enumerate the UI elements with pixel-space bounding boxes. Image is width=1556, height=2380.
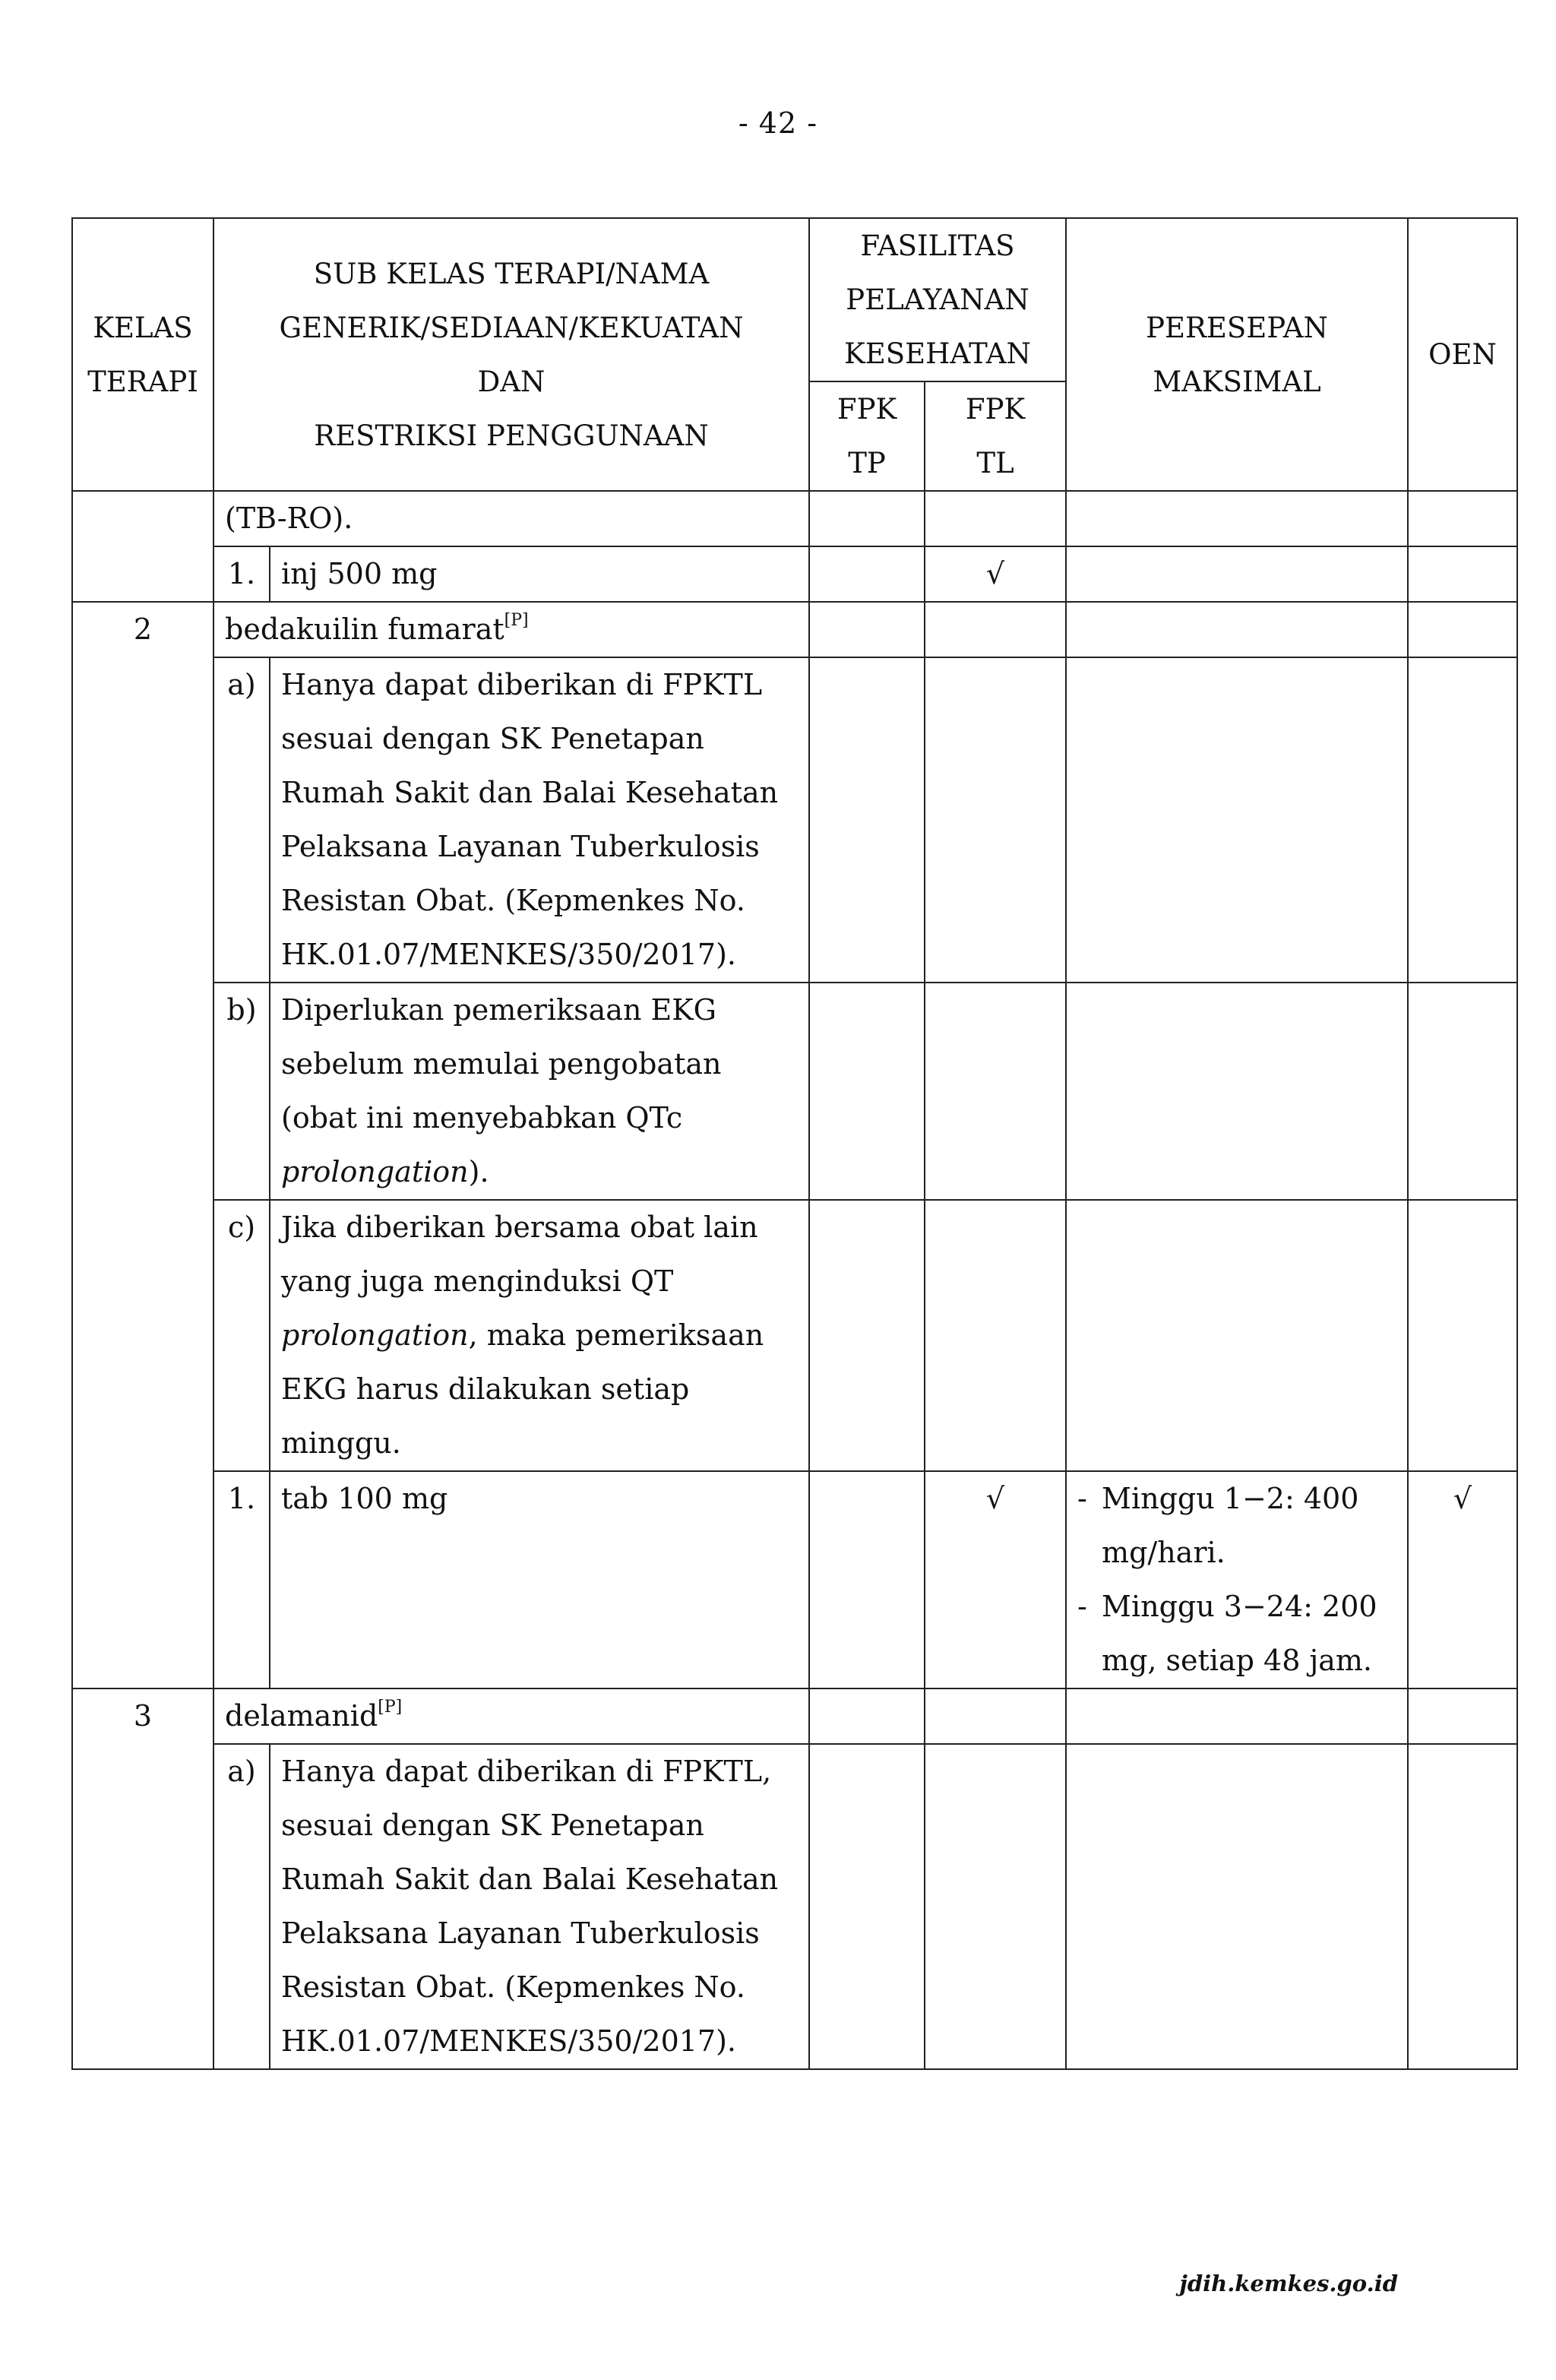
table-row xyxy=(72,983,1517,1200)
oen-check: √ xyxy=(1408,1471,1517,1688)
table-row xyxy=(72,1688,1517,1744)
kelas-cell xyxy=(72,491,213,602)
restriction-label: a) xyxy=(213,657,270,983)
generic-name: bedakuilin fumarat[P] xyxy=(213,602,809,657)
restriction-text: Hanya dapat diberikan di FPKTL, sesuai dengan SK Penetapan Rumah Sakit dan Balai Kesehatan Pelaksana Layanan Tuberkulosis Resistan Obat. (Kepmenkes No. HK.01.07/MENKES/350/2017). xyxy=(270,1744,809,2069)
table-row xyxy=(72,1471,1517,1688)
fpktl-check: √ xyxy=(925,546,1066,602)
header-kelas-terapi: KELAS TERAPI xyxy=(72,218,213,491)
restriction-continuation: (TB-RO). xyxy=(213,491,809,546)
restriction-label: b) xyxy=(213,983,270,1200)
header-sub-kelas: SUB KELAS TERAPI/NAMA GENERIK/SEDIAAN/KEKUATAN DAN RESTRIKSI PENGGUNAAN xyxy=(213,218,809,491)
item-number: 1. xyxy=(213,546,270,602)
restriction-text: Hanya dapat diberikan di FPKTL sesuai dengan SK Penetapan Rumah Sakit dan Balai Kesehatan Pelaksana Layanan Tuberkulosis Resistan Obat. (Kepmenkes No. HK.01.07/MENKES/350/2017). xyxy=(270,657,809,983)
header-peresepan: PERESEPAN MAKSIMAL xyxy=(1066,218,1408,491)
restriction-label: c) xyxy=(213,1200,270,1471)
restriction-text: Jika diberikan bersama obat lain yang juga menginduksi QT prolongation, maka pemeriksaan EKG harus dilakukan setiap minggu. xyxy=(270,1200,809,1471)
footer-source: jdih.kemkes.go.id xyxy=(1179,2271,1398,2296)
header-fpk-tp: FPK TP xyxy=(809,381,925,491)
fpktl-check: √ xyxy=(925,1471,1066,1688)
page-number: - 42 - xyxy=(738,106,818,140)
kelas-number: 3 xyxy=(72,1688,213,2069)
header-fpk-tl: FPK TL xyxy=(925,381,1066,491)
table-row xyxy=(72,657,1517,983)
kelas-number: 2 xyxy=(72,602,213,1688)
table-row xyxy=(72,1744,1517,2069)
formulary-table xyxy=(71,217,1518,2070)
table-row xyxy=(72,546,1517,602)
restriction-text: Diperlukan pemeriksaan EKG sebelum memulai pengobatan (obat ini menyebabkan QTc prolongation). xyxy=(270,983,809,1200)
generic-name: delamanid[P] xyxy=(213,1688,809,1744)
dosage-form: tab 100 mg xyxy=(270,1471,809,1688)
dosage-form: inj 500 mg xyxy=(270,546,809,602)
restriction-label: a) xyxy=(213,1744,270,2069)
header-fasilitas: FASILITAS PELAYANAN KESEHATAN xyxy=(809,218,1066,381)
item-number: 1. xyxy=(213,1471,270,1688)
table-row xyxy=(72,1200,1517,1471)
max-prescription: - Minggu 1−2: 400 mg/hari. - Minggu 3−24: 200 mg, setiap 48 jam. xyxy=(1066,1471,1408,1688)
header-oen: OEN xyxy=(1408,218,1517,491)
table-row xyxy=(72,602,1517,657)
table-row xyxy=(72,491,1517,546)
